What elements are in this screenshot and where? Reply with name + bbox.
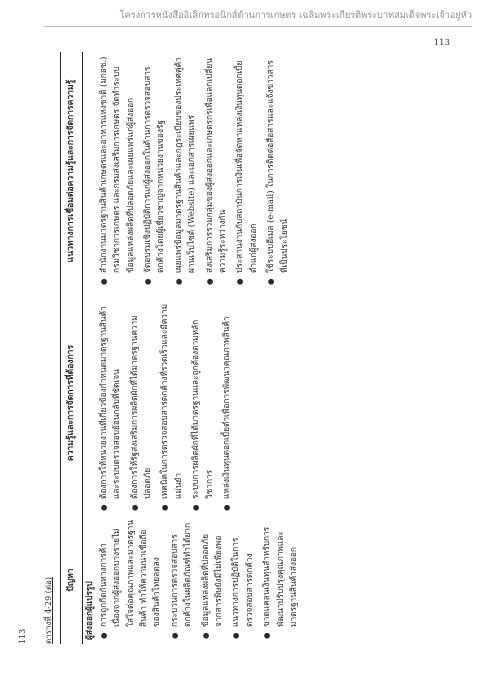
approach-item: ● ใช้ระบบอีเมล (e-mail) ในการติดต่อสื่อสารและแจ้งข่าวสารที่เป็นประโยชน์: [264, 56, 291, 273]
problem-item: ● การถูกกีดกันทางการค้าเนื่องจากผู้ส่งออกบางรายไม่ใส่ใจต่อคุณภาพและมาตรฐานสินค้า ทำให้ความน่าเชื่อถือของสินค้าไทยลดลง: [97, 520, 164, 627]
problem-item: ● ขาดแคลนเงินทุนสำหรับการพัฒนาปรับปรุงคุณภาพและมาตรฐานสินค้าส่งออก: [260, 520, 300, 627]
approach-item: ● จัดอบรมเชิงปฏิบัติการแก่ผู้ส่งออกในด้านการตรวจสอบสารตกค้างโดยผู้เชี่ยวชาญจากหน่วยงานของรัฐ: [141, 56, 168, 273]
approach-item: ● ส่งเสริมการรวมกลุ่มของผู้ส่งออกและเกษตรกรเพื่อแลกเปลี่ยนความรู้ระหว่างกัน: [203, 56, 230, 273]
header-problem: ปัญหา: [61, 516, 83, 644]
needs-cell: [97, 290, 305, 516]
needs-item: ● เทคนิคในการตรวจสอบสารตกค้างที่รวดเร็วและมีความแม่นยำ: [158, 294, 185, 499]
header-approach: แนวทางการเชื่อมต่อความรู้และการจัดการความรู้: [61, 52, 83, 290]
needs-item: ● ระบบการผลิตผักที่ได้มาตรฐานและถูกต้องตามหลักวิชาการ: [189, 294, 216, 499]
table-header-row: [61, 52, 83, 644]
page-number: 113: [433, 38, 450, 48]
table-caption: ตารางที่ 4-29 (ต่อ): [44, 577, 53, 644]
needs-item: ● แหล่งเงินทุนดอกเบี้ยต่ำเพื่อการพัฒนาคุณภาพสินค้า: [220, 294, 233, 499]
approach-item: ● ประสานงานกับสถาบันการเงินเพื่อจัดหาแหล่งเงินทุนดอกเบี้ยต่ำแก่ผู้ส่งออก: [233, 56, 260, 273]
table-subheading: ผู้ส่งออกผู้แปรรูป: [84, 581, 95, 640]
approach-cell: [97, 52, 305, 290]
table-subheading-row: [83, 52, 97, 644]
knowledge-table: [60, 52, 305, 644]
approach-item: ● เผยแพร่ข้อมูลมาตรฐานสินค้าและกฎระเบียบของประเทศคู่ค้าผ่านเว็บไซต์ (Website) และเอกสารเผยแพร่: [172, 56, 199, 273]
table-row: [97, 52, 305, 644]
header-title: โครงการหนังสืออิเล็กทรอนิกส์ด้านการเกษตร เฉลิมพระเกียรติพระบาทสมเด็จพระเจ้าอยู่หัว: [119, 10, 472, 21]
problem-item: ● แนวทางการปฏิบัติในการตรวจสอบสารตกค้าง: [229, 520, 256, 627]
needs-item: ● ต้องการให้รัฐส่งเสริมการผลิตผักที่ได้มาตรฐานความปลอดภัย: [128, 294, 155, 499]
header-needs: ความรู้และการจัดการที่ต้องการ: [61, 290, 83, 516]
problem-cell: [97, 516, 305, 644]
side-page-number: 113: [18, 628, 27, 644]
approach-item: ● สำนักงานมาตรฐานสินค้าเกษตรและอาหารแห่งชาติ (มกอช.) กรมวิชาการเกษตร และกรมส่งเสริมการเกษตร จัดทำระบบข้อมูลแหล่งผลิตที่ปลอดภัยและเผยแพร่แก่ผู้ส่งออก: [97, 56, 137, 273]
problem-item: ● กระบวนการตรวจสอบสารตกค้างในผลิตภัณฑ์ทำได้ยาก: [168, 520, 195, 627]
rotated-content: [18, 52, 424, 644]
needs-item: ● ต้องการให้หน่วยงานที่เกี่ยวข้องกำหนดมาตรฐานสินค้าและระบบตรวจสอบย้อนกลับที่ชัดเจน: [97, 294, 124, 499]
problem-item: ● ข้อมูลแหล่งผลิตที่ปลอดภัยจากสารพิษยังมีไม่เพียงพอ: [199, 520, 226, 627]
